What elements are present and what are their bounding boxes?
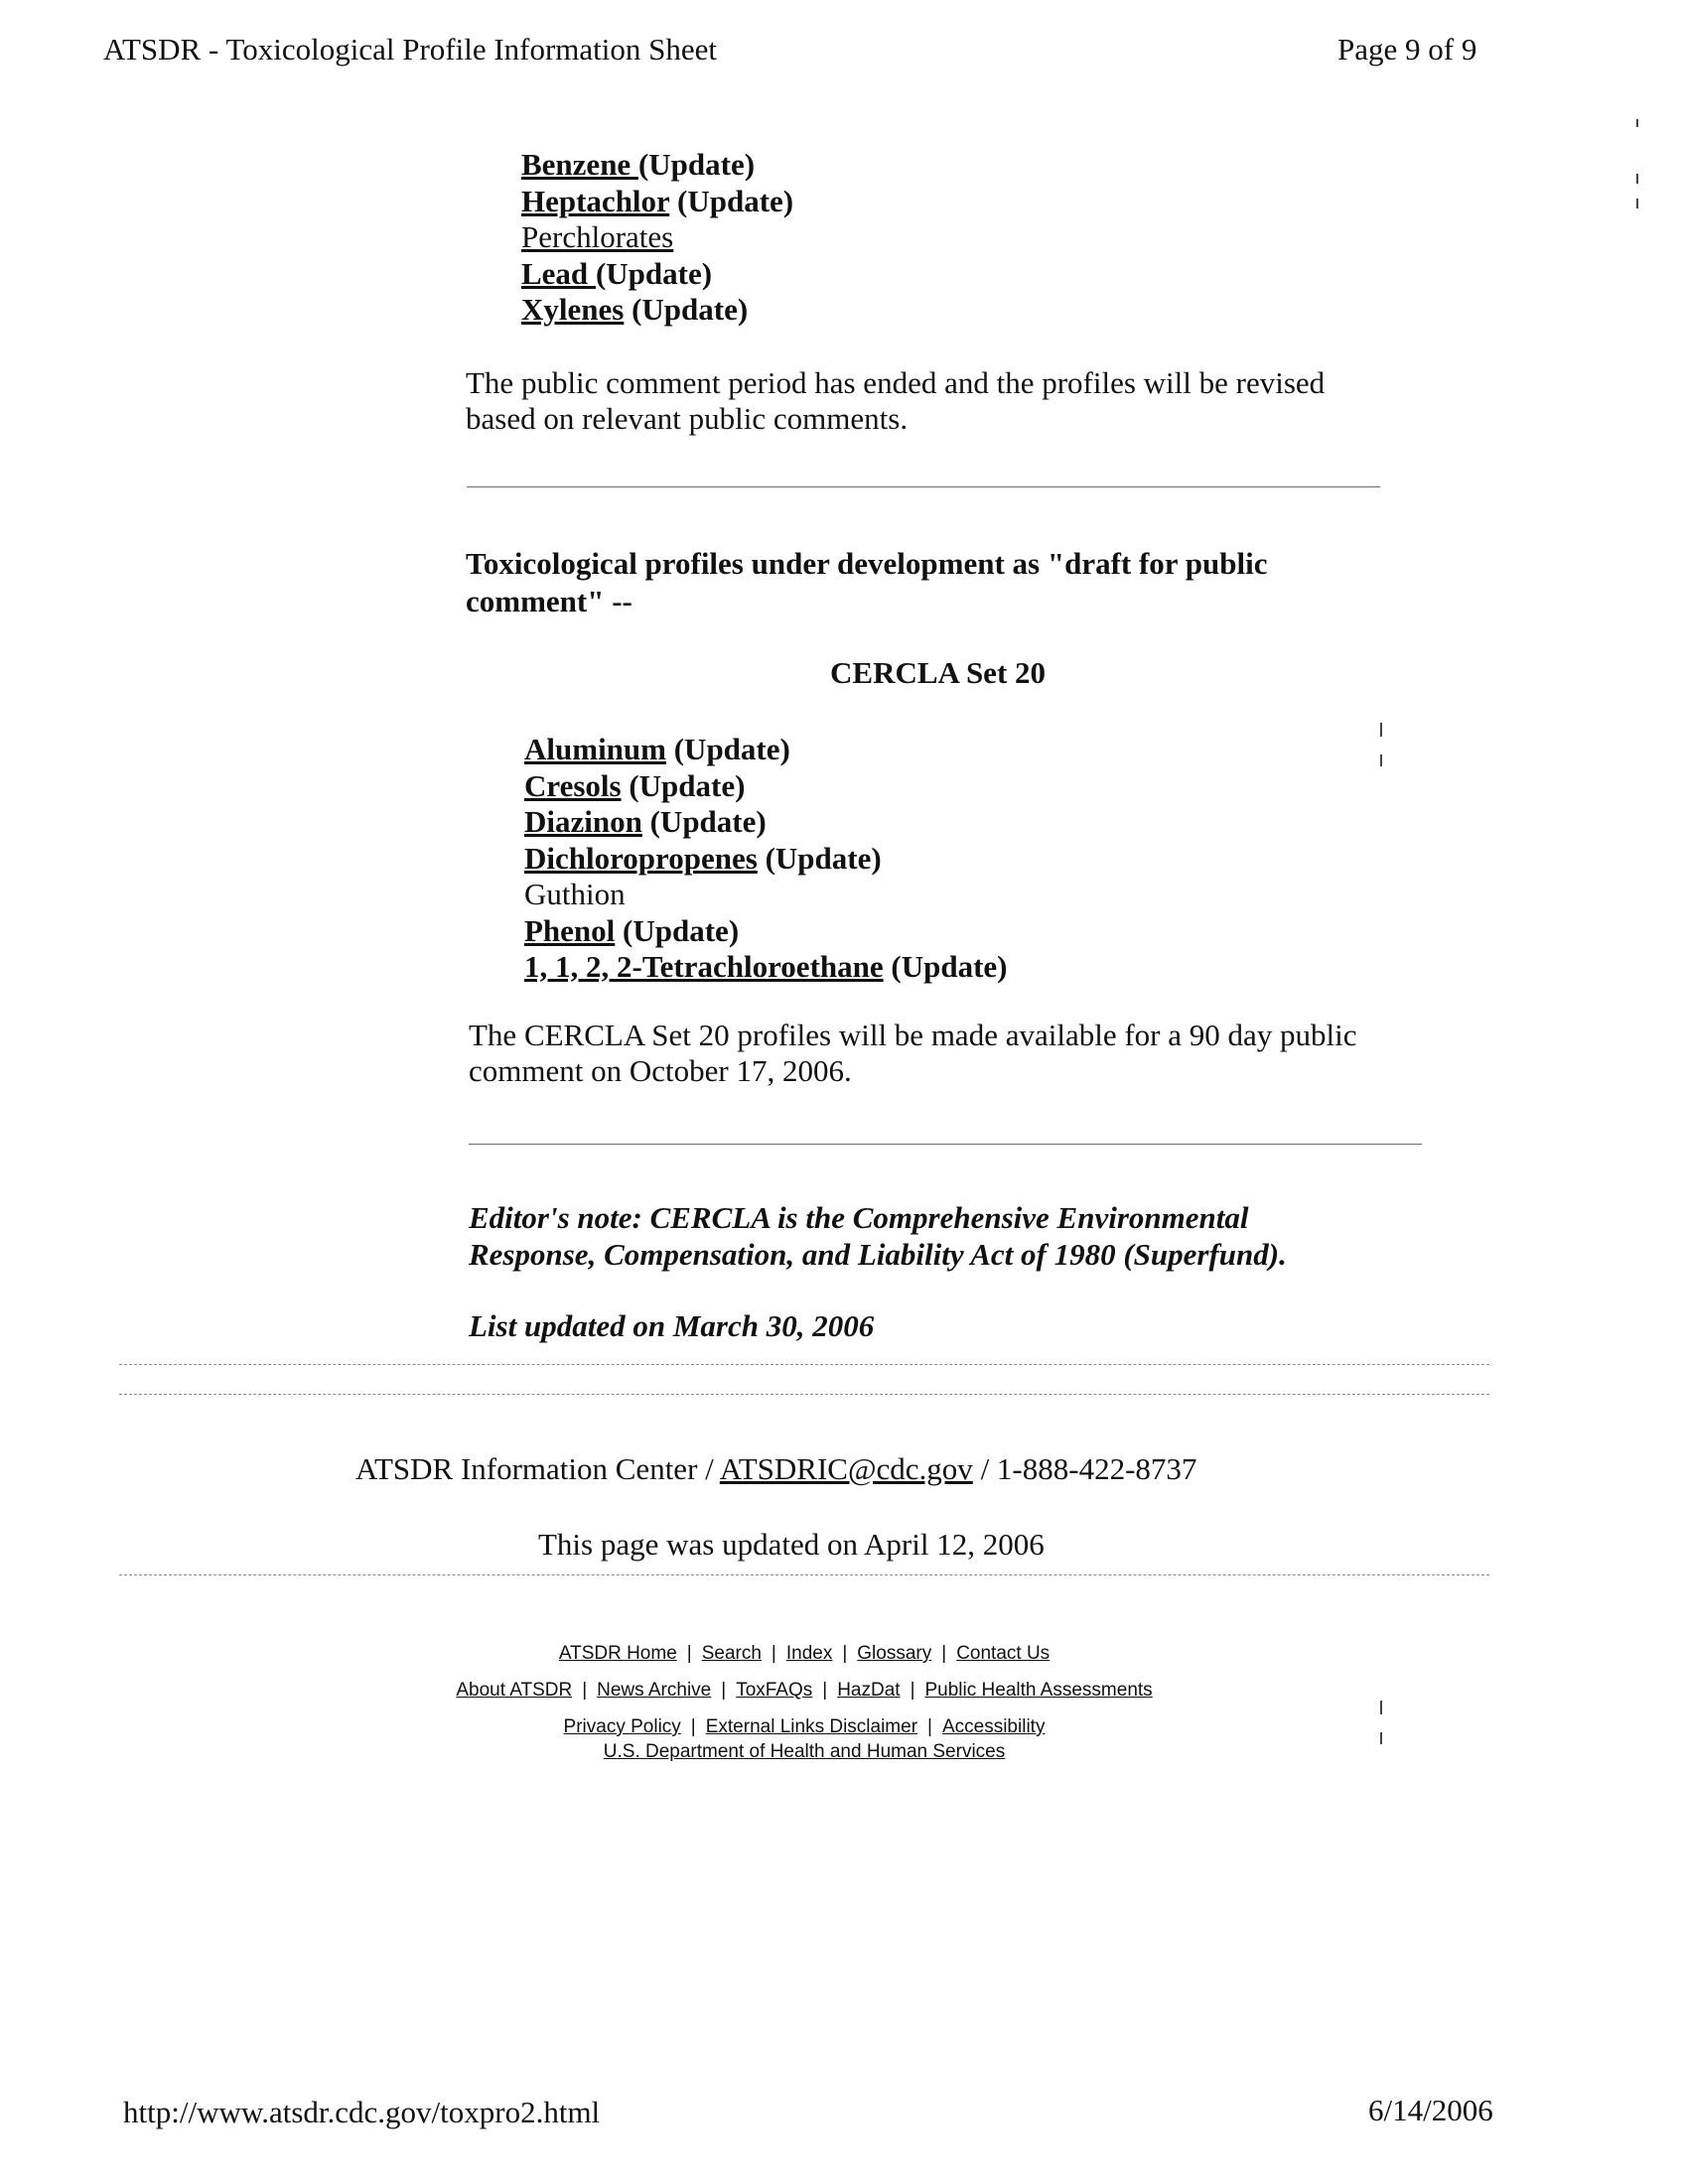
- update-label: (Update): [669, 183, 794, 218]
- footer-link-glossary[interactable]: Glossary: [857, 1643, 932, 1664]
- substance-link[interactable]: Phenol: [524, 912, 616, 948]
- footer-link-news-archive[interactable]: News Archive: [597, 1680, 712, 1701]
- list-updated-date: List updated on March 30, 2006: [469, 1308, 875, 1343]
- footer-link-search[interactable]: Search: [701, 1643, 762, 1664]
- info-center-label: ATSDR Information Center /: [355, 1451, 720, 1486]
- substance-name: Guthion: [524, 877, 626, 911]
- profile-list-set20: [524, 732, 1008, 986]
- divider: [469, 1144, 1422, 1145]
- substance-link[interactable]: Cresols: [524, 767, 622, 803]
- note-line: Editor's note: CERCLA is the Comprehensive Environmental: [469, 1200, 1249, 1235]
- footer-link-external-links-disclaimer[interactable]: External Links Disclaimer: [705, 1716, 918, 1737]
- separator: |: [822, 1680, 828, 1701]
- update-label: (Update): [641, 804, 767, 839]
- separator: |: [771, 1643, 776, 1664]
- separator: |: [582, 1680, 588, 1701]
- divider: [467, 486, 1380, 487]
- substance-link[interactable]: Lead: [521, 255, 596, 291]
- substance-link[interactable]: 1, 1, 2, 2-Tetrachloroethane: [524, 949, 884, 984]
- page-number: Page 9 of 9: [1337, 32, 1477, 67]
- scan-mark: [1380, 723, 1382, 737]
- divider: [119, 1574, 1489, 1575]
- substance-link[interactable]: Benzene: [521, 147, 638, 182]
- profile-list-set19: [521, 147, 793, 329]
- footer-link-accessibility[interactable]: Accessibility: [941, 1716, 1046, 1737]
- list-item: [521, 147, 793, 184]
- info-center-line: [355, 1451, 1196, 1487]
- list-item: [524, 768, 1008, 805]
- separator: |: [927, 1716, 932, 1737]
- footer-link-toxfaqs[interactable]: ToxFAQs: [736, 1680, 813, 1701]
- substance-link[interactable]: Xylenes: [521, 292, 625, 327]
- footer-link-public-health-assessments[interactable]: Public Health Assessments: [924, 1680, 1153, 1701]
- comment-period-text: [466, 365, 1325, 437]
- page-url: http://www.atsdr.cdc.gov/toxpro2.html: [123, 2095, 601, 2129]
- substance-link[interactable]: Dichloropropenes: [524, 840, 758, 876]
- footer-link-index[interactable]: Index: [785, 1643, 833, 1664]
- scan-mark: [1636, 174, 1638, 184]
- cercla-set-title: CERCLA Set 20: [830, 655, 1047, 690]
- footer-link-contact-us[interactable]: Contact Us: [956, 1643, 1051, 1664]
- heading-line: Toxicological profiles under development as "draft for public: [466, 546, 1268, 581]
- note-line: Response, Compensation, and Liability Act of 1980 (Superfund).: [469, 1237, 1287, 1272]
- footer-nav-row: [0, 1741, 1609, 1763]
- substance-link[interactable]: Diazinon: [524, 804, 642, 839]
- editors-note: [469, 1199, 1287, 1273]
- separator: |: [721, 1680, 727, 1701]
- paragraph-line: The CERCLA Set 20 profiles will be made available for a 90 day public: [469, 1018, 1357, 1052]
- footer-link-hazdat[interactable]: HazDat: [837, 1680, 901, 1701]
- paragraph-line: The public comment period has ended and the profiles will be revised: [466, 365, 1326, 400]
- phone-number: / 1-888-422-8737: [972, 1451, 1197, 1486]
- separator: |: [690, 1716, 696, 1737]
- footer-nav-row: [0, 1643, 1609, 1665]
- list-item: [521, 184, 793, 220]
- substance-link[interactable]: Heptachlor: [521, 183, 670, 218]
- separator: |: [686, 1643, 692, 1664]
- paragraph-line: comment on October 17, 2006.: [469, 1053, 852, 1088]
- footer-link-about-atsdr[interactable]: About ATSDR: [456, 1680, 573, 1701]
- footer-link-hhs[interactable]: U.S. Department of Health and Human Services: [603, 1741, 1006, 1762]
- list-item: [524, 913, 1008, 950]
- update-label: (Update): [595, 255, 713, 291]
- print-date: 6/14/2006: [1368, 2093, 1493, 2127]
- update-label: (Update): [624, 292, 749, 327]
- scan-mark: [1380, 1701, 1382, 1714]
- divider: [119, 1364, 1489, 1365]
- footer-link-privacy-policy[interactable]: Privacy Policy: [563, 1716, 681, 1737]
- divider: [119, 1394, 1489, 1395]
- substance-link[interactable]: Perchlorates: [521, 219, 674, 254]
- update-label: (Update): [637, 147, 756, 182]
- footer-link-atsdr-home[interactable]: ATSDR Home: [558, 1643, 677, 1664]
- separator: |: [910, 1680, 915, 1701]
- paragraph-line: based on relevant public comments.: [466, 401, 909, 436]
- list-item: [524, 877, 1008, 913]
- list-item: [524, 949, 1008, 986]
- scan-mark: [1636, 119, 1638, 127]
- update-label: (Update): [665, 732, 790, 766]
- list-item: [521, 219, 793, 256]
- scan-mark: [1636, 199, 1638, 208]
- development-heading: [466, 545, 1267, 620]
- list-item: [521, 256, 793, 293]
- heading-line: comment" --: [466, 584, 632, 618]
- cercla-availability-text: [469, 1018, 1356, 1089]
- page-header-title: ATSDR - Toxicological Profile Information Sheet: [103, 32, 718, 67]
- scan-mark: [1380, 754, 1382, 766]
- list-item: [524, 732, 1008, 768]
- substance-link[interactable]: Aluminum: [524, 732, 666, 766]
- update-label: (Update): [883, 949, 1008, 984]
- email-link[interactable]: ATSDRIC@cdc.gov: [719, 1451, 973, 1486]
- list-item: [521, 292, 793, 329]
- list-item: [524, 804, 1008, 841]
- list-item: [524, 841, 1008, 878]
- footer-nav-row: [0, 1716, 1609, 1738]
- page-updated-date: This page was updated on April 12, 2006: [538, 1527, 1045, 1562]
- footer-nav-row: [0, 1680, 1609, 1702]
- separator: |: [842, 1643, 848, 1664]
- update-label: (Update): [757, 840, 882, 876]
- update-label: (Update): [615, 912, 740, 948]
- update-label: (Update): [621, 767, 746, 803]
- separator: |: [941, 1643, 947, 1664]
